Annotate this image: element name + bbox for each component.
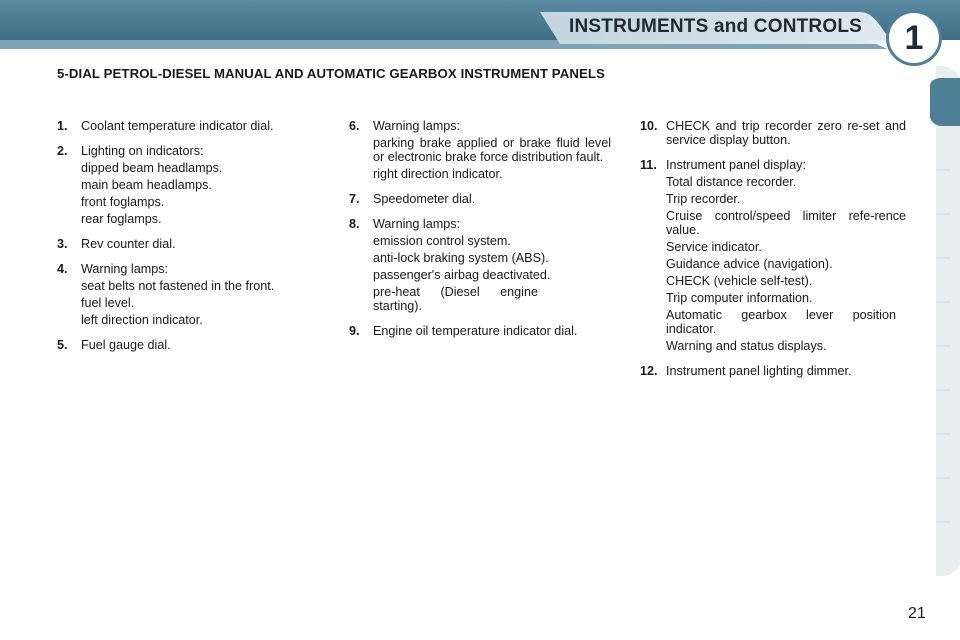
item-text: CHECK and trip recorder zero re-set and service display button. <box>666 119 906 147</box>
item-text: Automatic gearbox lever position indicator. <box>666 308 896 336</box>
item-text: Instrument panel lighting dimmer. <box>666 364 852 378</box>
item-text: CHECK (vehicle self-test). <box>666 274 813 288</box>
item-text: right direction indicator. <box>373 167 503 181</box>
item-number: 5. <box>57 338 68 352</box>
column-2 <box>349 119 611 349</box>
item-text: Instrument panel display: <box>666 158 807 172</box>
list-item <box>57 144 319 229</box>
item-number: 10. <box>640 119 658 133</box>
item-text: Engine oil temperature indicator dial. <box>373 324 578 338</box>
item-text: Fuel gauge dial. <box>81 338 171 352</box>
item-number: 1. <box>57 119 68 133</box>
item-text: emission control system. <box>373 234 511 248</box>
page-heading: 5-DIAL PETROL-DIESEL MANUAL AND AUTOMATIC GEARBOX INSTRUMENT PANELS <box>57 66 605 81</box>
item-text: anti-lock braking system (ABS). <box>373 251 549 265</box>
header-banner <box>0 0 960 58</box>
list-item <box>57 237 319 254</box>
item-text: Guidance advice (navigation). <box>666 257 833 271</box>
item-number: 2. <box>57 144 68 158</box>
chapter-badge <box>886 10 942 66</box>
chapter-number: 1 <box>904 18 924 57</box>
item-text: rear foglamps. <box>81 212 162 226</box>
item-number: 3. <box>57 237 68 251</box>
list-item <box>640 158 906 356</box>
chapter-tab-strip <box>928 66 960 576</box>
item-text: Warning lamps: <box>373 119 461 133</box>
item-text: main beam headlamps. <box>81 178 212 192</box>
item-text: Warning lamps: <box>81 262 169 276</box>
list-item <box>640 364 906 381</box>
list-item <box>57 119 319 136</box>
item-number: 12. <box>640 364 658 378</box>
item-number: 8. <box>349 217 360 231</box>
column-3 <box>640 119 906 389</box>
item-text: passenger's airbag deactivated. <box>373 268 551 282</box>
item-number: 11. <box>640 158 657 172</box>
chapter-title: INSTRUMENTS and CONTROLS <box>569 16 862 37</box>
item-text: pre-heat (Diesel engine starting). <box>373 285 538 313</box>
item-number: 4. <box>57 262 68 276</box>
item-text: Trip computer information. <box>666 291 813 305</box>
item-text: seat belts not fastened in the front. <box>81 279 275 293</box>
item-text: Total distance recorder. <box>666 175 797 189</box>
list-item <box>57 262 319 330</box>
page-number: 21 <box>908 605 926 622</box>
item-number: 7. <box>349 192 360 206</box>
item-number: 6. <box>349 119 360 133</box>
item-text: Warning and status displays. <box>666 339 827 353</box>
item-text: Lighting on indicators: <box>81 144 204 158</box>
item-number: 9. <box>349 324 360 338</box>
tab-strip-graphic <box>928 66 960 576</box>
list-item <box>349 217 611 316</box>
item-text: Trip recorder. <box>666 192 741 206</box>
list-item <box>349 119 611 184</box>
item-text: left direction indicator. <box>81 313 203 327</box>
list-item <box>349 192 611 209</box>
item-text: Rev counter dial. <box>81 237 176 251</box>
list-item <box>640 119 906 150</box>
list-item <box>57 338 319 355</box>
list-item <box>349 324 611 341</box>
item-text: Speedometer dial. <box>373 192 476 206</box>
item-text: parking brake applied or brake fluid level or electronic brake force distribution fault. <box>373 136 611 164</box>
column-1 <box>57 119 319 363</box>
item-text: Coolant temperature indicator dial. <box>81 119 274 133</box>
item-text: front foglamps. <box>81 195 165 209</box>
item-text: dipped beam headlamps. <box>81 161 223 175</box>
item-text: Warning lamps: <box>373 217 461 231</box>
item-text: fuel level. <box>81 296 135 310</box>
item-text: Service indicator. <box>666 240 762 254</box>
item-text: Cruise control/speed limiter refe-rence value. <box>666 209 906 237</box>
